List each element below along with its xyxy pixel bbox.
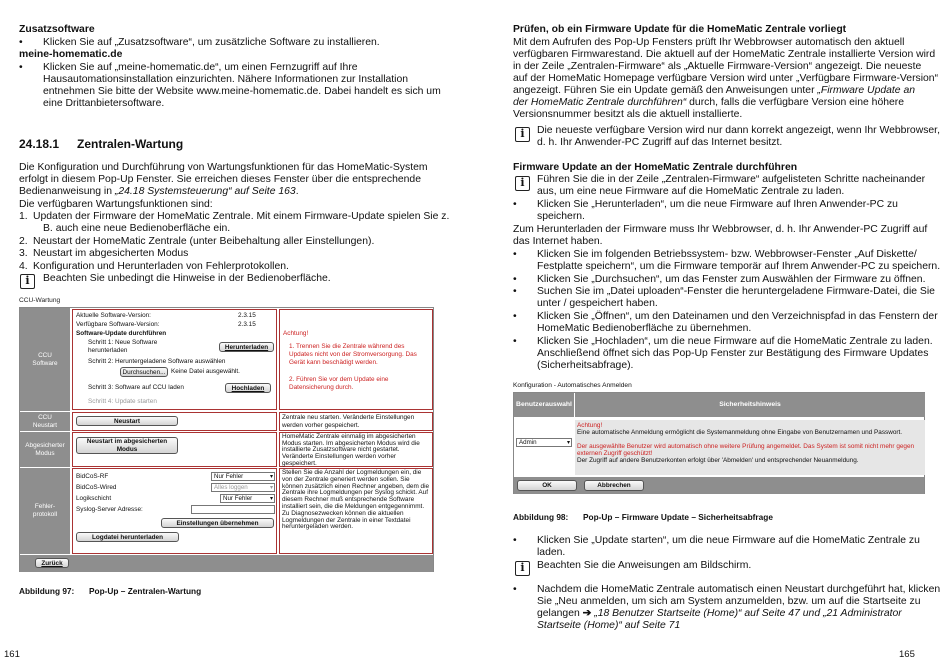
log-level-select[interactable]: Nur Fehler ▾ <box>220 494 275 503</box>
heading-check-update: Prüfen, ob ein Firmware Update für die HomeMatic Zentrale vorliegt <box>513 24 847 35</box>
log-level-select[interactable]: Alles loggen ▾ <box>211 483 275 492</box>
step1-text: Schritt 1: Neue Software herunterladen <box>88 339 158 354</box>
page-number: 161 <box>4 649 20 660</box>
mh-title: meine-homematic.de <box>19 49 123 60</box>
security-text-3: Der Zugriff auf andere Benutzerkonten erfolgt über 'Abmelden' und entsprechender Neuanmeldung. <box>577 457 859 464</box>
info-line: Die neueste verfügbare Version wird nur dann korrekt angezeigt, wenn Ihr Webbrowser, <box>537 125 940 136</box>
back-button[interactable]: Zurück <box>35 558 69 568</box>
para-line: auf der HomeMatic Homepage verfügbare Version wird unter „Verfügbare Firmware-Version“ <box>513 73 939 84</box>
neustart-text: Zentrale neu starten. Veränderte Einstellungen werden vorher gespeichert. <box>282 414 415 429</box>
log-info <box>279 468 433 554</box>
intro-line: Die Konfiguration und Durchführung von Wartungsfunktionen für das HomeMatic-System <box>19 162 428 173</box>
info-icon: i <box>515 561 530 576</box>
para-line: in der Zeile „Zentralen-Firmware“ als „Aktuelle Firmware-Version“ angezeigt. Die neueste <box>513 61 922 72</box>
info-line: d. h. Ihr Anwender-PC Zugriff auf das Internet besitzt. <box>537 137 783 148</box>
crossref-link[interactable]: „Firmware Update an <box>817 85 916 96</box>
heading-do-update: Firmware Update an der HomeMatic Zentrale durchführen <box>513 162 798 173</box>
side-neustart: CCU Neustart <box>20 412 70 431</box>
current-value: 2.3.15 <box>238 312 256 319</box>
figure-caption: Pop-Up – Firmware Update – Sicherheitsabfrage <box>583 512 773 522</box>
step-line: HomeMatic Bedienoberfläche zu übernehmen. <box>537 323 752 334</box>
section-number: 24.18.1 <box>19 137 60 151</box>
list-num: 1. <box>19 211 28 222</box>
apply-settings-button[interactable]: Einstellungen übernehmen <box>161 518 274 528</box>
para-line: Versionsnummer besitzt als die aktuell installierte. <box>513 109 743 120</box>
no-file-text: Keine Datei ausgewählt. <box>171 368 240 375</box>
step-line: Klicken Sie „Öffnen“, um den Dateinamen und den Verzeichnispfad in das Fenstern der <box>537 311 938 322</box>
step3-text: Schritt 3: Software auf CCU laden <box>88 384 184 391</box>
available-label: Verfügbare Software-Version: <box>76 321 160 328</box>
section-title: Zentralen-Wartung <box>77 137 184 151</box>
zusatz-title: Zusatzsoftware <box>19 24 95 35</box>
col-security-header: Sicherheitshinweis <box>575 393 925 417</box>
security-text-area <box>575 420 925 475</box>
side-software: CCU Software <box>20 308 70 411</box>
update-title: Software-Update durchführen <box>76 330 167 337</box>
list-num: 3. <box>19 248 28 259</box>
avail-text: Die verfügbaren Wartungsfunktionen sind: <box>19 199 213 210</box>
window-frame <box>513 392 925 494</box>
page-number: 165 <box>899 649 915 660</box>
safe-mode-panel <box>72 432 277 467</box>
zusatz-bullet: Klicken Sie auf „Zusatzsoftware“, um zusätzliche Software zu installieren. <box>43 37 380 48</box>
bullet-dot: • <box>513 286 517 297</box>
step-line: Nachdem die HomeMatic Zentrale automatisch einen Neustart durchgeführt hat, klicken <box>537 584 941 595</box>
step-line: Sie „Neu anmelden, um sich am System anzumelden, bzw. um auf die Startseite zu <box>537 596 921 607</box>
software-panel <box>72 309 277 410</box>
intro-line: Bedienanweisung in „24.18 Systemsteuerung“ auf Seite 163. <box>19 186 299 197</box>
step-line: unter / gespeichert haben. <box>537 298 658 309</box>
list-item: Neustart im abgesicherten Modus <box>33 248 189 259</box>
arrow-right-icon: ➔ <box>582 608 592 619</box>
warning-2: 2. Führen Sie vor dem Update eine Datensicherung durch. <box>289 376 389 391</box>
info-icon: i <box>20 274 35 289</box>
download-button[interactable]: Herunterladen <box>219 342 274 352</box>
browse-button[interactable]: Durchsuchen... <box>120 367 168 377</box>
bullet-dot: • <box>513 336 517 347</box>
window-frame <box>19 307 434 572</box>
update-warning-panel <box>279 309 433 410</box>
crossref-link[interactable]: der HomeMatic Zentrale durchführen“ <box>513 97 687 108</box>
syslog-input[interactable] <box>191 505 275 514</box>
attention-label: Achtung! <box>283 330 309 337</box>
step-line: speichern. <box>537 211 585 222</box>
log-panel <box>72 468 277 554</box>
para-line: angezeigt. Führen Sie ein Update gemäß den Anweisungen unter „Firmware Update an <box>513 85 916 96</box>
step-line: (Sicherheitsabfrage). <box>537 360 634 371</box>
para-line: Mit dem Aufrufen des Pop-Up Fensters prüft Ihr Webbrowser automatisch den aktuell <box>513 37 905 48</box>
neustart-info <box>279 412 433 431</box>
download-log-button[interactable]: Logdatei herunterladen <box>76 532 179 542</box>
safe-mode-info <box>279 432 433 467</box>
crossref-link[interactable]: „18 Benutzer Startseite (Home)“ auf Seite 47 <box>591 608 800 619</box>
step-line: Klicken Sie „Herunterladen“, um die neue Firmware auf Ihren Anwender-PC zu <box>537 199 898 210</box>
step-line: Anschließend öffnet sich das Pop-Up Fenster zur Bestätigung des Firmware Updates <box>537 348 929 359</box>
list-item: Updaten der Firmware der HomeMatic Zentrale. Mit einem Firmware-Update spielen Sie z. <box>33 211 450 222</box>
step-line: Suchen Sie im „Datei uploaden“-Fenster die heruntergeladene Firmware-Datei, die Sie <box>537 286 935 297</box>
log-label: BidCoS-RF <box>76 473 109 480</box>
footer-bar <box>20 555 433 572</box>
bullet-dot: • <box>513 535 517 546</box>
step-line: Festplatte speichern“, um die Firmware temporär auf Ihrem Anwender-PC zu speichern. <box>537 261 941 272</box>
bullet-dot: • <box>513 199 517 210</box>
mh-line: entnehmen Sie bitte der Website www.meine-homematic.de. Dabei handelt es sich um <box>43 86 441 97</box>
ccu-wartung-screenshot <box>19 297 434 572</box>
info-line: aus, um eine neue Firmware auf die HomeMatic Zentrale zu laden. <box>537 186 845 197</box>
step-line: Klicken Sie im folgenden Betriebssystem- bzw. Webbrowser-Fenster „Auf Diskette/ <box>537 249 917 260</box>
step-line: Klicken Sie „Update starten“, um die neue Firmware auf die HomeMatic Zentrale zu <box>537 535 920 546</box>
bullet-dot: • <box>513 249 517 260</box>
restart-button[interactable]: Neustart <box>76 416 178 426</box>
bullet-dot: • <box>513 274 517 285</box>
col-user-header: Benutzerauswahl <box>514 393 574 417</box>
footer-bar <box>514 477 924 494</box>
list-item: Neustart der HomeMatic Zentrale (unter Beibehaltung aller Einstellungen). <box>33 236 375 247</box>
figure-caption: Pop-Up – Zentralen-Wartung <box>89 586 202 596</box>
right-page <box>475 0 950 660</box>
list-num: 4. <box>19 261 28 272</box>
step2-text: Schritt 2: Heruntergeladene Software auswählen <box>88 358 226 365</box>
syslog-label: Syslog-Server Adresse: <box>76 506 143 513</box>
bullet-dot: • <box>513 584 517 595</box>
security-text-2: Der ausgewählte Benutzer wird automatisch ohne weitere Prüfung angemeldet. Das System ist somit nicht mehr gegen externen Zugriff geschützt! <box>577 443 915 457</box>
bullet-dot: • <box>19 37 23 48</box>
list-item: B. auch eine neue Bedienoberfläche ein. <box>43 223 231 234</box>
upload-button[interactable]: Hochladen <box>225 383 271 393</box>
mh-line: Hausautomationsinstallation einzurichten. Nähere Informationen zur Installation <box>43 74 409 85</box>
figure-label: Abbildung 97: <box>19 586 75 596</box>
info-line: Beachten Sie die Anweisungen am Bildschirm. <box>537 560 752 571</box>
list-num: 2. <box>19 236 28 247</box>
log-label: BidCoS-Wired <box>76 484 117 491</box>
info-line: Führen Sie die in der Zeile „Zentralen-Firmware“ aufgelisteten Schritte nacheinander <box>537 174 926 185</box>
crossref-link[interactable]: Startseite (Home)“ auf Seite 71 <box>537 620 681 631</box>
cancel-button[interactable]: Abbrechen <box>584 480 644 491</box>
log-text: Stellen Sie die Anzahl der Logmeldungen ein, die von der Zentrale generiert werden sollen. Sie können zusätzlich einen Rechner angeben, dem die Zentrale ihre Logmeldungen per Syslog schickt. Auf diesem Rechner muß entsprechende Software installiert sein, die die Meldungen entgegennimmt. Zu Diagnosezwecken können die aktuellen Logmeldungen der Zentrale in einer Textdatei heruntergeladen werden. <box>282 469 430 531</box>
para-line: der HomeMatic Zentrale durchführen“ durch, falls die verfügbare Version eine höhere <box>513 97 905 108</box>
safe-mode-text: HomeMatic Zentrale einmalig im abgesicherten Modus starten. Im abgesicherten Modus wird die installierte Zusatzsoftware nicht gestartet. Veränderte Einstellungen werden vorher gespeichert. <box>282 433 420 467</box>
para-line: das Internet haben. <box>513 236 603 247</box>
info-icon: i <box>515 127 530 142</box>
warning-1: 1. Trennen Sie die Zentrale während des Updates nicht von der Stromversorgung. Das Gerät kann beschädigt werden. <box>289 343 417 366</box>
window-title: CCU-Wartung <box>19 297 61 304</box>
step-line: gelangen ➔ „18 Benutzer Startseite (Home)“ auf Seite 47 und „21 Administrator <box>537 608 902 619</box>
mh-line: eine Drittanbietersoftware. <box>43 98 165 109</box>
window-title: Konfiguration - Automatisches Anmelden <box>513 382 632 389</box>
crossref-link[interactable]: „24.18 Systemsteuerung“ auf Seite 163 <box>114 186 296 197</box>
log-label: Logikschicht <box>76 495 112 502</box>
ok-button[interactable]: OK <box>517 480 577 491</box>
step-line: laden. <box>537 547 566 558</box>
step-line: Klicken Sie „Hochladen“, um die neue Firmware auf die HomeMatic Zentrale zu laden. <box>537 336 933 347</box>
bullet-dot: • <box>19 62 23 73</box>
side-error-log: Fehler- protokoll <box>20 468 70 554</box>
para-line: verfügbaren Firmwarestand. Die aktuell auf der HomeMatic Zentrale installierte Version wird <box>513 49 936 60</box>
intro-line: erfolgt in diesem Pop-Up Fenster. Sie erreichen dieses Fenster über die entsprechende <box>19 174 421 185</box>
note-text: Beachten Sie unbedingt die Hinweise in der Bedienoberfläche. <box>43 273 331 284</box>
log-level-select[interactable]: Nur Fehler ▾ <box>211 472 275 481</box>
bullet-dot: • <box>513 311 517 322</box>
available-value: 2.3.15 <box>238 321 256 328</box>
mh-line: Klicken Sie auf „meine-homematic.de“, um einen Fernzugriff auf Ihre <box>43 62 358 73</box>
security-text-1: Eine automatische Anmeldung ermöglicht die Systemanmeldung ohne Eingabe von Benutzernamen und Passwort. <box>577 429 903 436</box>
auto-login-screenshot <box>513 382 925 494</box>
crossref-link[interactable]: „21 Administrator <box>823 608 902 619</box>
side-safe-mode: Abgesicherter Modus <box>20 432 70 467</box>
safe-mode-button[interactable]: Neustart im abgesicherten Modus <box>76 437 178 454</box>
step-line: Klicken Sie „Durchsuchen“, um das Fenster zum Auswählen der Firmware zu öffnen. <box>537 274 926 285</box>
info-icon: i <box>515 176 530 191</box>
figure-label: Abbildung 98: <box>513 512 569 522</box>
attention-label: Achtung! <box>577 422 603 429</box>
neustart-panel <box>72 412 277 431</box>
current-label: Aktuelle Software-Version: <box>76 312 151 319</box>
para-line: Zum Herunterladen der Firmware muss Ihr Webbrowser, d. h. Ihr Anwender-PC Zugriff auf <box>513 224 928 235</box>
list-item: Konfiguration und Herunterladen von Fehlerprotokollen. <box>33 261 289 272</box>
step4-text[interactable]: Schritt 4: Update starten <box>88 398 157 405</box>
user-select[interactable]: Admin ▾ <box>516 438 572 447</box>
